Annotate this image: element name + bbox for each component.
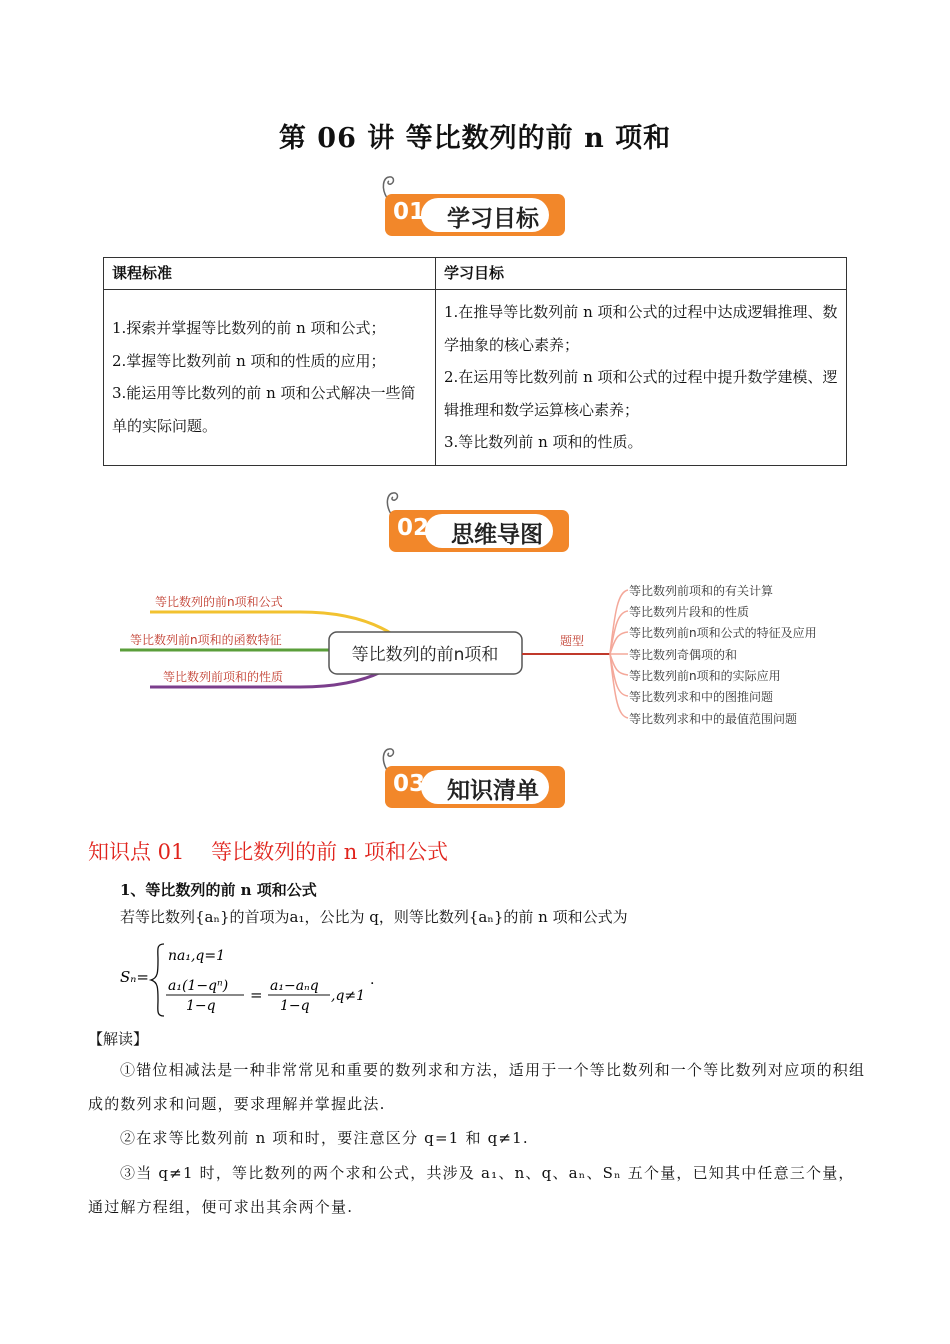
table-cell-goals	[436, 290, 847, 466]
knowledge-intro: 若等比数列{aₙ}的首项为a₁，公比为 q，则等比数列{aₙ}的前 n 项和公式为	[120, 908, 628, 926]
badge-number: 01	[393, 199, 426, 225]
mindmap-left-label: 等比数列前n项和的函数特征	[130, 633, 282, 647]
badge-number: 02	[397, 515, 430, 541]
table-header-goals: 学习目标	[436, 258, 847, 290]
formula-end: .	[370, 972, 375, 988]
knowledge-subtitle: 1、等比数列的前 n 项和公式	[120, 881, 317, 899]
badge-label: 学习目标	[447, 206, 539, 232]
formula-case2b-num: a₁−aₙq	[270, 978, 319, 994]
interpretation-paragraph: ③当 q≠1 时，等比数列的两个求和公式，共涉及 a₁、n、q、aₙ、Sₙ 五个量，已知其中任意三个量，通过解方程组，便可求出其余两个量.	[88, 1164, 855, 1216]
formula-case2-cond: ,q≠1	[331, 988, 366, 1004]
section-badge-knowledge	[385, 760, 565, 804]
mindmap-right-item: 等比数列前项和的有关计算	[629, 584, 774, 598]
standard-item: 2.掌握等比数列前 n 项和的性质的应用；	[112, 351, 386, 370]
table-cell-standard	[104, 290, 436, 466]
mindmap-fan	[610, 590, 628, 718]
formula-equals: =	[250, 986, 263, 1004]
goal-item: 3.等比数列前 n 项和的性质。	[444, 433, 643, 451]
badge-label: 思维导图	[451, 522, 543, 548]
section-badge-mindmap	[389, 504, 569, 548]
mindmap-hub-label: 题型	[560, 634, 585, 648]
section-badge-learning-goals	[385, 188, 565, 232]
sum-formula	[120, 940, 420, 1020]
mindmap-right-item: 等比数列片段和的性质	[629, 605, 750, 619]
goal-item: 1.在推导等比数列前 n 项和公式的过程中达成逻辑推理、数学抽象的核心素养；	[444, 303, 838, 354]
goals-table	[103, 257, 847, 466]
mindmap-left-label: 等比数列的前n项和公式	[155, 595, 283, 609]
formula-lhs: Sₙ=	[120, 968, 149, 986]
mindmap-left-label: 等比数列前项和的性质	[163, 670, 284, 684]
knowledge-point-title: 知识点 01 等比数列的前 n 项和公式	[88, 840, 448, 864]
formula-case1: na₁,q=1	[168, 948, 226, 964]
page-title: 第 06 讲 等比数列的前 n 项和	[278, 123, 672, 154]
standard-item: 3.能运用等比数列的前 n 项和公式解决一些简单的实际问题。	[112, 384, 416, 435]
mindmap-right-item: 等比数列求和中的最值范围问题	[629, 712, 798, 726]
formula-case2-num: a₁(1−qⁿ)	[168, 978, 229, 994]
mindmap-right-item: 等比数列前n项和公式的特征及应用	[629, 626, 817, 640]
mindmap-right-item: 等比数列奇偶项的和	[629, 648, 738, 662]
standard-item: 1.探索并掌握等比数列的前 n 项和公式；	[112, 319, 386, 338]
formula-case2-den: 1−q	[186, 998, 216, 1014]
formula-brace	[151, 944, 164, 1016]
badge-number: 03	[393, 771, 426, 797]
interpretation-label: 【解读】	[88, 1030, 149, 1048]
badge-label: 知识清单	[447, 778, 539, 804]
mindmap-center-label: 等比数列的前n项和	[351, 645, 499, 665]
mindmap-right-item: 等比数列前n项和的实际应用	[629, 669, 781, 683]
formula-case2b-den: 1−q	[280, 998, 310, 1014]
mindmap-branch-line	[150, 612, 392, 634]
mindmap-right-item: 等比数列求和中的图推问题	[629, 690, 774, 704]
interpretation-paragraph: ②在求等比数列前 n 项和时，要注意区分 q=1 和 q≠1.	[120, 1129, 529, 1147]
table-header-standard: 课程标准	[104, 258, 436, 290]
mindmap	[0, 570, 950, 740]
goal-item: 2.在运用等比数列前 n 项和公式的过程中提升数学建模、逻辑推理和数学运算核心素养；	[444, 368, 838, 419]
interpretation-paragraph: ①错位相减法是一种非常常见和重要的数列求和方法，适用于一个等比数列和一个等比数列对应项的积组成的数列求和问题，要求理解并掌握此法.	[88, 1061, 866, 1113]
